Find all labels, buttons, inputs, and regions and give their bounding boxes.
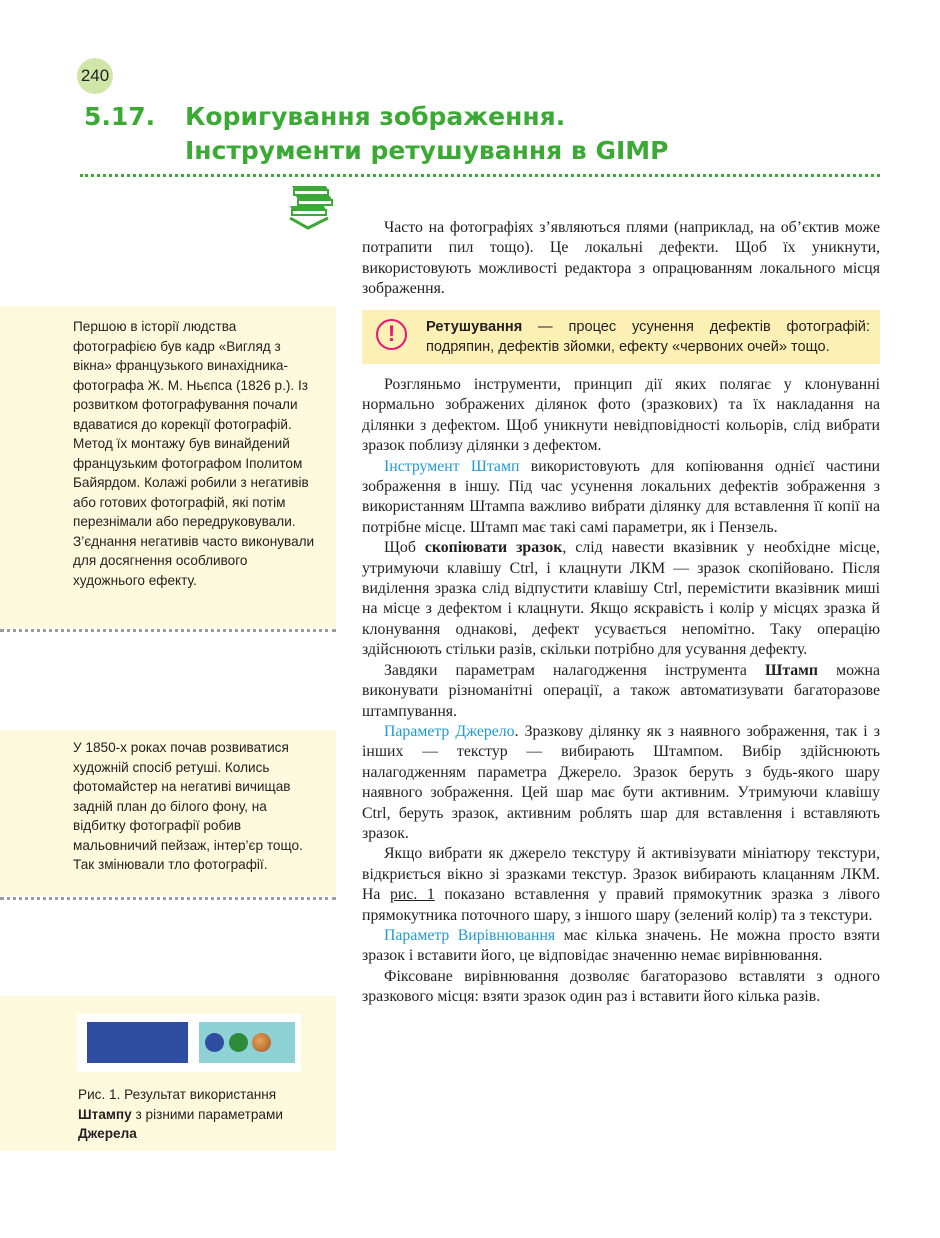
intro-paragraph-block	[362, 218, 880, 300]
paragraph-3-text: , слід навести вказівник у необхідне місце, утримуючи клавішу Ctrl, і клацнути ЛКМ — зразок скопійовано. Після виділення зразка слід відпустити клавішу Ctrl, перемістити вказівник миші на місце з дефектом і клацнути. Якщо яскравість і колір у місцях зразка й клонування однакові, дефект усувається непомітно. Таку операцію здійснюють стільки разів, скільки потрібно для усування дефекту.	[362, 539, 880, 659]
paragraph-3-start: Щоб	[384, 539, 425, 557]
side-note-1	[0, 306, 336, 628]
figure-caption-bold-2: Джерела	[78, 1126, 137, 1141]
paragraph-7	[362, 926, 880, 967]
definition-box	[362, 310, 880, 364]
figure-caption-middle: з різними параметрами	[131, 1106, 283, 1122]
link-source-parameter[interactable]: Параметр Джерело	[384, 722, 515, 740]
definition-text	[426, 317, 870, 357]
paragraph-6	[362, 844, 880, 926]
figure-caption	[78, 1085, 328, 1144]
definition-body: — процес усунення дефектів фотографій: подряпин, дефектів зйомки, ефекту «червоних очей» тощо.	[426, 319, 870, 355]
section-number: 5.17.	[84, 102, 156, 131]
blue-stamp-circle	[205, 1033, 224, 1052]
paragraph-4-start: Завдяки параметрам налагодження інструмента	[384, 661, 765, 679]
paragraph-5	[362, 722, 880, 844]
paragraph-2	[362, 457, 880, 539]
section-title-line-1: Коригування зображення.	[185, 102, 566, 131]
side-note-1-text: Першою в історії людства фотографією був кадр «Вигляд з вікна» французького винахідника-фотографа Ж. М. Ньєпса (1826 р.). Із розвитком фотографування почали вдаватися до корекції фотографій. Метод їх монтажу був винайдений французьким фотографом Іполитом Байярдом. Колажі робили з негативів або готових фотографій, які потім перезнімали або передруковували. З’єднання негативів часто виконували для досягнення особливого художнього ефекту.	[73, 319, 315, 588]
paragraph-6-start: Якщо вибрати як джерело текстуру й активізувати мініатюру текстури, відкриється вікно зі зразками текстур. Зразок вибирають клацанням ЛКМ. На	[362, 845, 880, 904]
target-rectangle	[199, 1022, 295, 1063]
paragraph-3-bold: скопіювати зразок	[424, 539, 563, 557]
texture-stamp-circle	[252, 1033, 271, 1052]
paragraph-7-text: має кілька значень. Не можна просто взяти зразок і вставити його, це відповідає значенню немає вирівнювання.	[362, 926, 880, 965]
link-alignment-parameter[interactable]: Параметр Вирівнювання	[384, 926, 556, 944]
paragraph-1: Розгляньмо інструменти, принцип дії яких полягає у клонуванні нормально зображених ділянок фото (зразкових) та їх накладання на ділянки з дефектом. Щоб уникнути невідповідності кольорів, слід вибрати зразок поблизу ділянки з дефектом.	[362, 376, 880, 455]
section-title-line-2: Інструменти ретушування в GIMP	[185, 136, 669, 165]
figure-reference-link[interactable]: рис. 1	[389, 886, 435, 904]
side-note-2	[0, 730, 336, 896]
paragraph-6-text: показано вставлення у правий прямокутник зразка з лівого прямокутника поточного шару, з іншого шару (зелений колір) та з текстури.	[362, 886, 880, 924]
paragraph-5-text: . Зразкову ділянку як з наявного зображення, так і з інших — текстур — вибирають Штампом. Вибір здійснюють налагодженням параметра Джерело. Зразок беруть з будь-якого шару наявного зображення. Цей шар має бути активним. Утримуючи клавішу Ctrl, беруть зразок, активним роблять шар для вставлення і вставляють зразок.	[362, 722, 880, 842]
figure-image	[77, 1014, 301, 1072]
main-text	[362, 375, 880, 1008]
paragraph-4	[362, 661, 880, 722]
green-stamp-circle	[229, 1033, 248, 1052]
title-divider	[80, 174, 880, 177]
page-number: 240	[77, 58, 113, 94]
link-stamp-tool[interactable]: Інструмент Штамп	[384, 457, 520, 475]
source-rectangle	[87, 1022, 188, 1063]
paragraph-2-text: використовують для копіювання однієї частини зображення в іншу. Під час усунення локальних дефектів зображення з використанням Штампа важливо вибрати ділянку для вставлення її копії на потрібне місце. Штамп має такі самі параметри, як і Пензель.	[362, 457, 880, 536]
paragraph-8: Фіксоване вирівнювання дозволяє багаторазово вставляти з одного зразкового місця: взяти зразок один раз і вставити його кілька разів.	[362, 967, 880, 1006]
books-icon	[286, 184, 334, 230]
paragraph-3	[362, 538, 880, 660]
figure-caption-bold-1: Штампу	[78, 1106, 132, 1122]
side-note-1-divider	[0, 629, 336, 632]
figure-caption-prefix: Рис. 1. Результат використання	[78, 1087, 277, 1102]
exclamation-icon: !	[376, 319, 407, 350]
definition-term: Ретушування	[426, 319, 523, 335]
paragraph-4-text: можна виконувати різноманітні операції, а також автоматизувати багаторазове штампування.	[362, 661, 880, 720]
intro-paragraph: Часто на фотографіях з’являються плями (наприклад, на об’єктив може потрапити пил тощо). Це локальні дефекти. Щоб їх уникнути, використовують можливості редактора з опрацюванням локального місця зображення.	[362, 219, 880, 298]
side-note-2-divider	[0, 897, 336, 900]
paragraph-4-bold: Штамп	[764, 661, 819, 679]
side-note-2-text: У 1850-х роках почав розвиватися художній спосіб ретуші. Колись фотомайстер на негативі вичищав задній план до білого фону, на відбитку фотографії робив мальовничий пейзаж, інтер’єр тощо. Так змінювали тло фотографії.	[73, 740, 303, 872]
